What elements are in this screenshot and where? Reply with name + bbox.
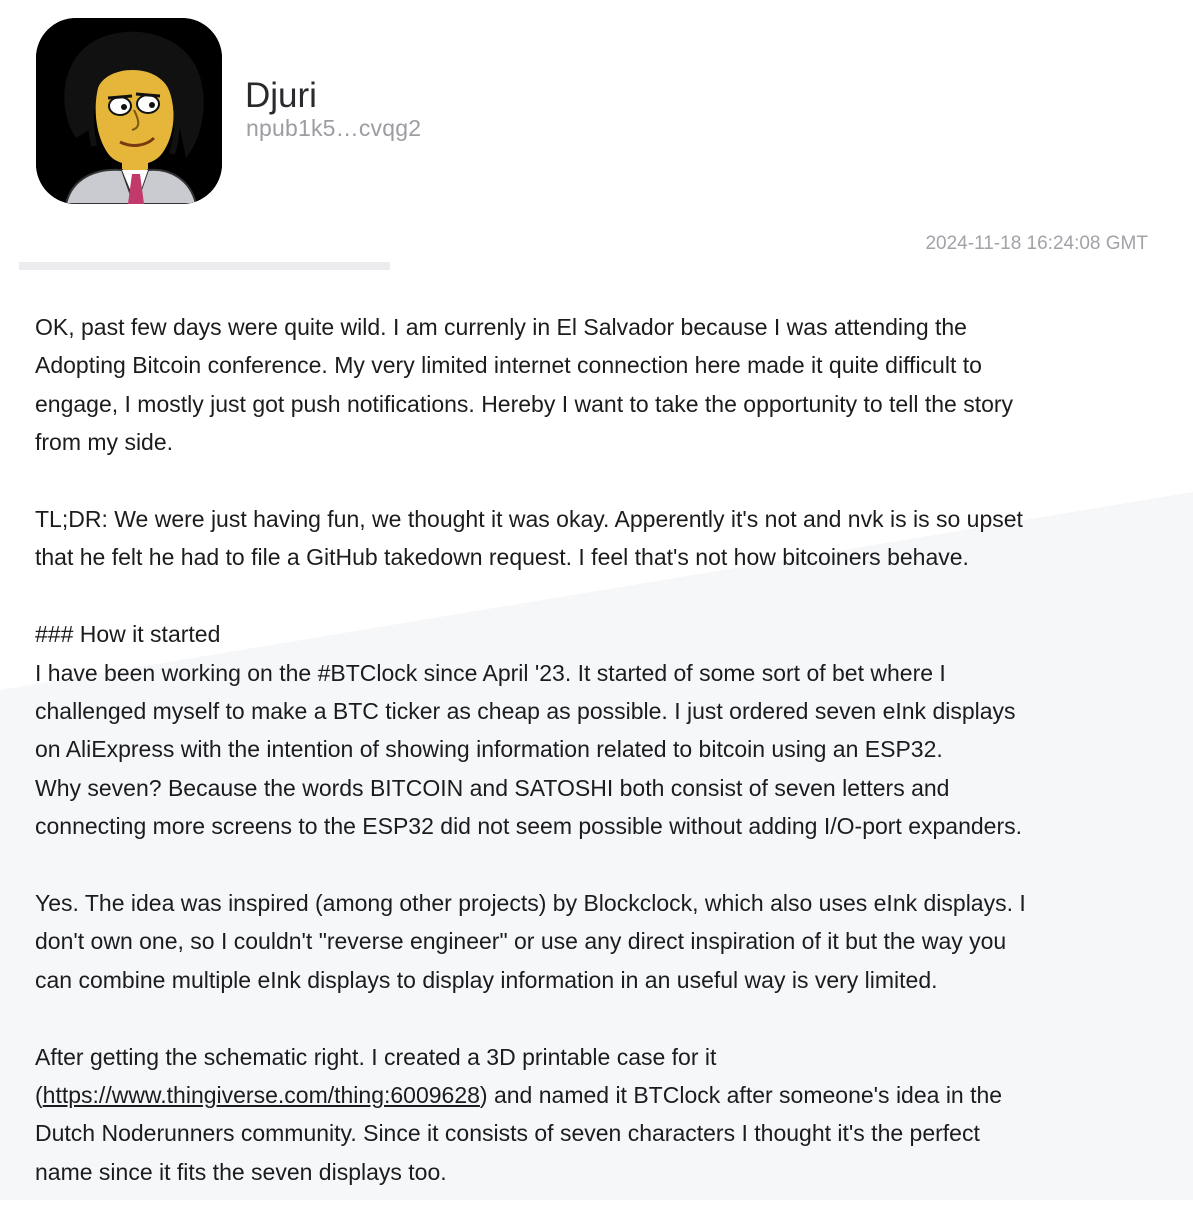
text-line: Adopting Bitcoin conference. My very limited internet connection here made it quite difficult to [35, 352, 982, 379]
note-paragraph [35, 1038, 1160, 1192]
author-npub[interactable]: npub1k5…cvqg2 [246, 115, 422, 141]
note-paragraph [35, 884, 1160, 999]
author-name[interactable]: Djuri [245, 76, 317, 115]
note-paragraph [35, 308, 1160, 462]
thingiverse-link[interactable]: https://www.thingiverse.com/thing:6009628 [42, 1082, 480, 1109]
section-heading: ### How it started [35, 621, 221, 648]
text-line [35, 1076, 1160, 1114]
text-line: Why seven? Because the words BITCOIN and SATOSHI both consist of seven letters and [35, 774, 950, 801]
text-line: that he felt he had to file a GitHub takedown request. I feel that's not how bitcoiners behave. [35, 544, 969, 571]
text-line: can combine multiple eInk displays to display information in an useful way is very limited. [35, 966, 938, 993]
text-line: engage, I mostly just got push notifications. Hereby I want to take the opportunity to tell the story [35, 390, 1014, 417]
text-line: TL;DR: We were just having fun, we thought it was okay. Apperently it's not and nvk is is so upset [35, 506, 1023, 533]
note-timestamp: 2024-11-18 16:24:08 GMT [925, 233, 1148, 254]
paren-open: ( [35, 1082, 43, 1109]
note-paragraph [35, 500, 1160, 577]
text-line: I have been working on the #BTClock since April '23. It started of some sort of bet where I [35, 659, 946, 686]
text-line: challenged myself to make a BTC ticker as cheap as possible. I just ordered seven eInk displays [35, 698, 1016, 725]
text-line: on AliExpress with the intention of showing information related to bitcoin using an ESP32. [35, 736, 943, 763]
text-line: name since it fits the seven displays too. [35, 1158, 447, 1185]
cartoon-avatar-icon[interactable] [36, 18, 222, 204]
note-paragraph [35, 615, 1160, 845]
text-line: OK, past few days were quite wild. I am currenly in El Salvador because I was attending the [35, 314, 967, 340]
text-line: connecting more screens to the ESP32 did not seem possible without adding I/O-port expanders. [35, 813, 1023, 840]
text-line: Yes. The idea was inspired (among other projects) by Blockclock, which also uses eInk displays. I [35, 890, 1026, 917]
text-line: After getting the schematic right. I created a 3D printable case for it [35, 1043, 717, 1070]
divider [19, 262, 390, 270]
text-line: from my side. [35, 429, 174, 456]
text-line: Dutch Noderunners community. Since it consists of seven characters I thought it's the perfect [35, 1120, 980, 1147]
text-line: don't own one, so I couldn't "reverse engineer" or use any direct inspiration of it but the way you [35, 928, 1007, 955]
note-content [35, 308, 1160, 1230]
link-trailing-text: ) and named it BTClock after someone's idea in the [479, 1082, 1003, 1109]
